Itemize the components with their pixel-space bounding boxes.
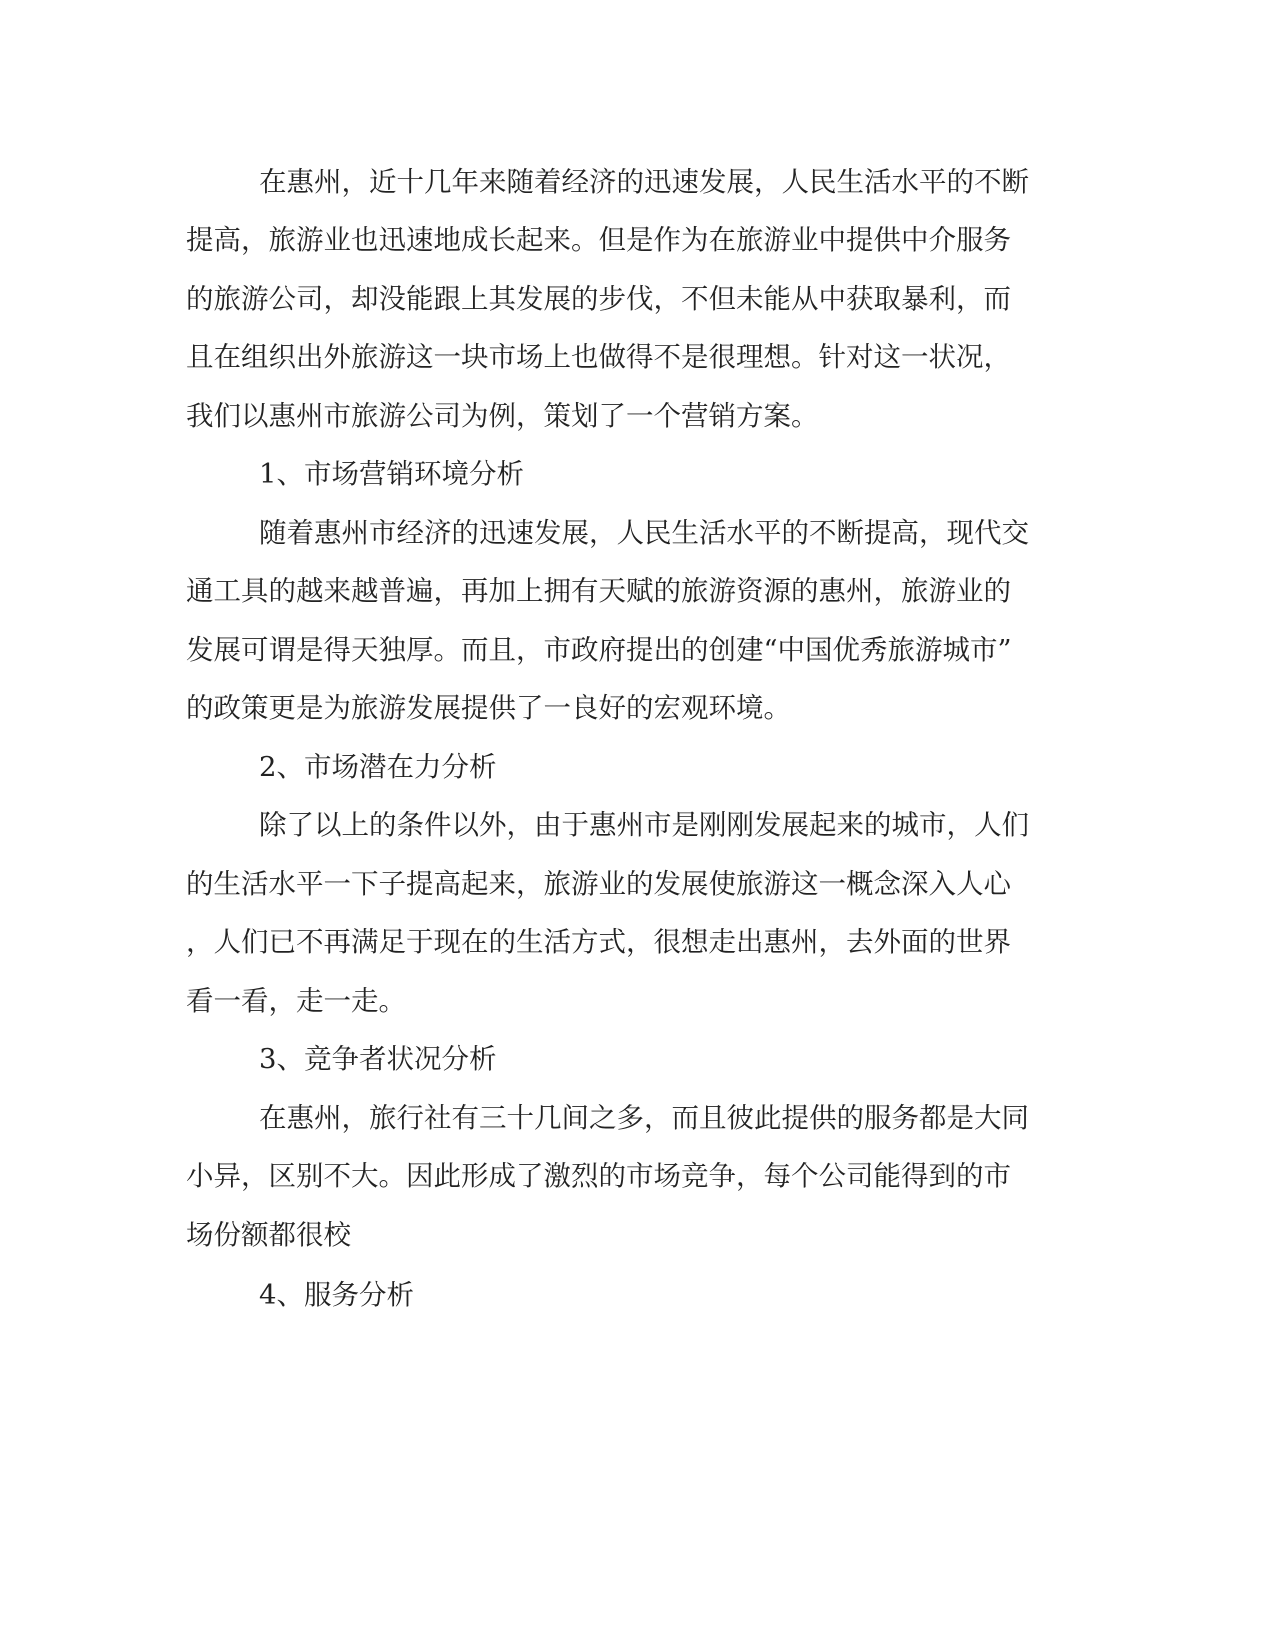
intro-line-2: 提高，旅游业也迅速地成长起来。但是作为在旅游业中提供中介服务: [186, 224, 1011, 256]
section-1-line-4: 的政策更是为旅游发展提供了一良好的宏观环境。: [186, 692, 791, 724]
section-1-line-2: 通工具的越来越普遍，再加上拥有天赋的旅游资源的惠州，旅游业的: [186, 575, 1011, 607]
section-2-heading: 2、市场潜在力分析: [259, 751, 497, 783]
section-1-heading: 1、市场营销环境分析: [259, 458, 524, 490]
section-2-line-1: 除了以上的条件以外，由于惠州市是刚刚发展起来的城市，人们: [259, 809, 1029, 841]
intro-line-1: 在惠州，近十几年来随着经济的迅速发展，人民生活水平的不断: [259, 166, 1029, 198]
section-3-line-3: 场份额都很校: [186, 1219, 351, 1251]
section-3-line-1: 在惠州，旅行社有三十几间之多，而且彼此提供的服务都是大同: [259, 1102, 1029, 1134]
section-1-line-1: 随着惠州市经济的迅速发展，人民生活水平的不断提高，现代交: [259, 517, 1029, 549]
section-3-heading: 3、竞争者状况分析: [259, 1043, 497, 1075]
section-2-line-4: 看一看，走一走。: [186, 985, 406, 1017]
section-4-heading: 4、服务分析: [259, 1279, 414, 1311]
section-2-line-2: 的生活水平一下子提高起来，旅游业的发展使旅游这一概念深入人心: [186, 868, 1011, 900]
section-3-line-2: 小异，区别不大。因此形成了激烈的市场竞争，每个公司能得到的市: [186, 1160, 1011, 1192]
intro-line-3: 的旅游公司，却没能跟上其发展的步伐，不但未能从中获取暴利，而: [186, 283, 1011, 315]
section-1-line-3: 发展可谓是得天独厚。而且，市政府提出的创建“中国优秀旅游城市”: [186, 634, 1012, 666]
intro-line-5: 我们以惠州市旅游公司为例，策划了一个营销方案。: [186, 400, 819, 432]
section-2-line-3: ，人们已不再满足于现在的生活方式，很想走出惠州，去外面的世界: [186, 926, 1011, 958]
intro-line-4: 且在组织出外旅游这一块市场上也做得不是很理想。针对这一状况，: [186, 341, 1011, 373]
